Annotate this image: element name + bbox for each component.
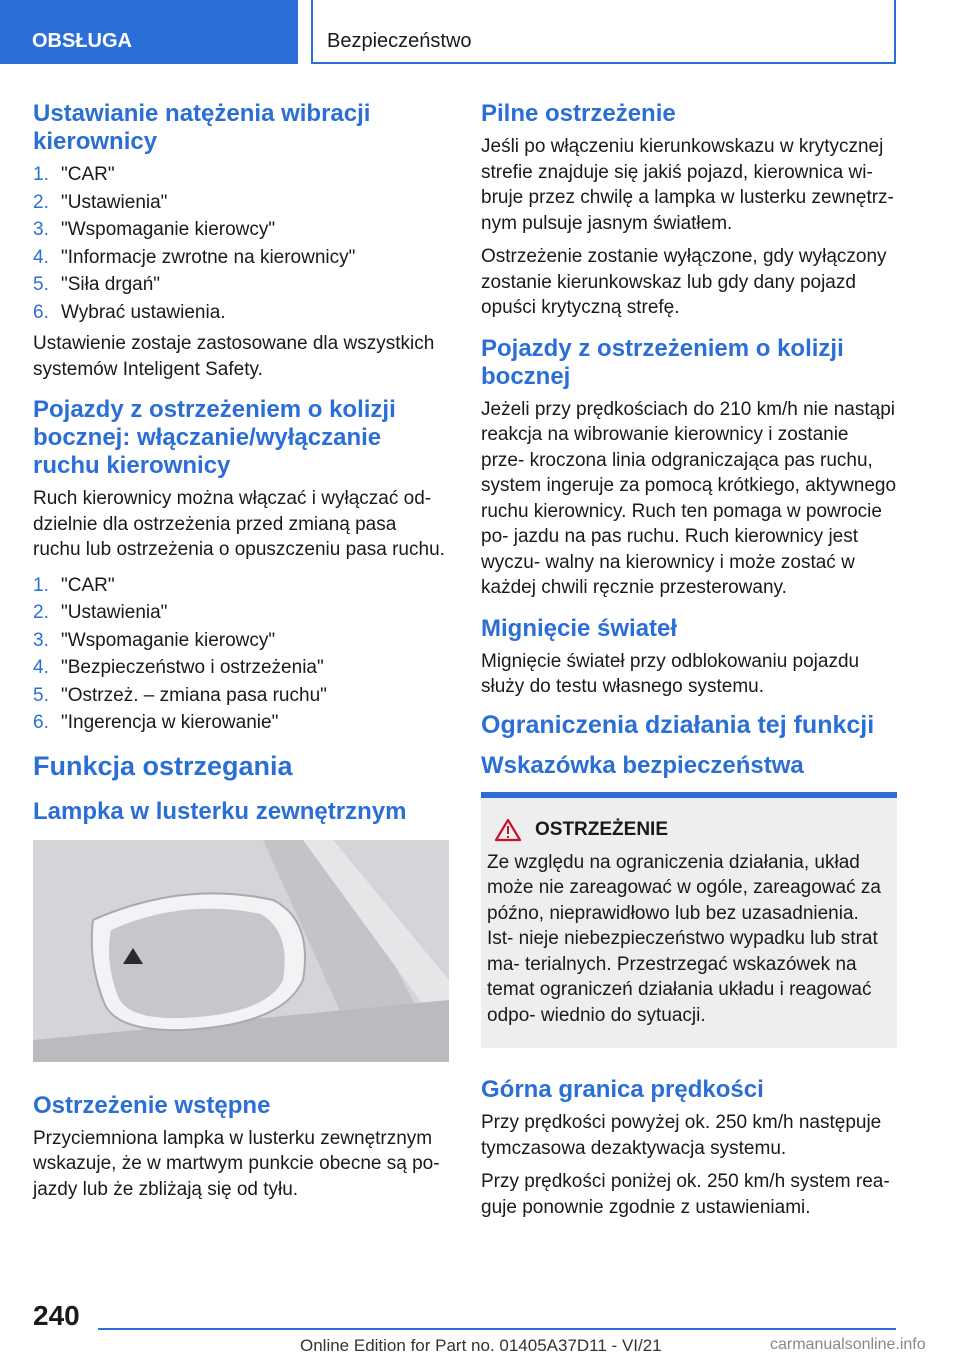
warning-title-text: OSTRZEŻENIE <box>535 818 669 840</box>
speed-limit-text-2: Przy prędkości poniżej ok. 250 km/h system rea- guje ponownie zgodnie z ustawieniami. <box>481 1171 890 1218</box>
urgent-warning-text-1: Jeśli po włączeniu kierunkowskazu w krytycznej strefie znajduje się jakiś pojazd, kierownica wi- bruje przez chwilę a lampka w lusterku zewnętrz- nym pulsuje jasnym światłem. <box>481 136 894 234</box>
list-item: 6. Wybrać ustawienia. <box>33 301 226 323</box>
mirror-illustration <box>33 840 449 1062</box>
list-item: 4. "Bezpieczeństwo i ostrzeżenia" <box>33 657 324 678</box>
list-item: 2. "Ustawienia" <box>33 191 168 213</box>
safety-note-heading: Wskazówka bezpieczeństwa <box>481 751 804 779</box>
list-item: 1. "CAR" <box>33 574 115 596</box>
edition-text: Online Edition for Part no. 01405A37D11 - VI/21 <box>300 1336 662 1355</box>
vibration-note: Ustawienie zostaje zastosowane dla wszystkich systemów Inteligent Safety. <box>33 333 435 380</box>
list-item: 6. "Ingerencja w kierowanie" <box>33 712 279 733</box>
side-collision-text: Jeżeli przy prędkościach do 210 km/h nie nastąpi reakcja na wibrowanie kierownicy i zostanie prze- kroczona linia odgraniczająca pas ruchu, system ingeruje za pomocą krótkiego, aktywnego ruchu kierownicy. Ruch ten pomaga w powrocie po- jazdu na pas ruchu. Ruch kierownicy jest wyczu- walny na kierownicy i może zostać w każdej chwili ręcznie przesterowany. <box>481 398 897 598</box>
topic-label: Bezpieczeństwo <box>327 30 472 52</box>
list-item: 1. "CAR" <box>33 164 115 185</box>
limitations-heading: Ograniczenia działania tej funkcji <box>481 710 875 739</box>
light-flash-heading: Mignięcie świateł <box>481 614 678 642</box>
speed-limit-text-1: Przy prędkości powyżej ok. 250 km/h następuje tymczasowa dezaktywacja systemu. <box>481 1112 882 1159</box>
watermark: carmanualsonline.info <box>770 1336 926 1353</box>
urgent-warning-text-2: Ostrzeżenie zostanie wyłączone, gdy wyłączony zostanie kierunkowskaz lub gdy dany pojazd opuści krytyczną strefę. <box>481 246 887 318</box>
side-collision-heading: Pojazdy z ostrzeżeniem o kolizji bocznej <box>481 334 844 390</box>
steering-toggle-text: Ruch kierownicy można włączać i wyłączać od- dzielnie dla ostrzeżenia przed zmianą pasa ruchu lub ostrzeżenia o opuszczeniu pasa ruchu. <box>33 488 445 560</box>
pre-warning-text: Przyciemniona lampka w lusterku zewnętrznym wskazuje, że w martwym punkcie obecne są po- jazdy lub że zbliżają się od tyłu. <box>33 1127 440 1200</box>
steering-toggle-heading: Pojazdy z ostrzeżeniem o kolizji bocznej: włączanie/wyłączanie ruchu kierownicy <box>33 396 396 479</box>
list-item: 3. "Wspomaganie kierowcy" <box>33 629 276 651</box>
pre-warning-heading: Ostrzeżenie wstępne <box>33 1091 271 1119</box>
page-number: 240 <box>33 1300 80 1331</box>
urgent-warning-heading: Pilne ostrzeżenie <box>481 100 676 127</box>
vibration-steps <box>33 162 449 325</box>
right-column <box>481 100 897 1228</box>
left-column <box>33 100 449 1210</box>
warning-triangle-icon <box>495 818 521 842</box>
light-flash-text: Mignięcie świateł przy odblokowaniu pojazdu służy do testu własnego systemu. <box>481 650 860 697</box>
list-item: 4. "Informacje zwrotne na kierownicy" <box>33 246 356 268</box>
speed-limit-heading: Górna granica prędkości <box>481 1076 764 1103</box>
vibration-heading: Ustawianie natężenia wibracji kierownicy <box>33 100 371 155</box>
section-tab <box>0 0 298 64</box>
list-item: 3. "Wspomaganie kierowcy" <box>33 219 276 240</box>
list-item: 5. "Ostrzeż. – zmiana pasa ruchu" <box>33 684 327 706</box>
section-label: OBSŁUGA <box>32 30 132 52</box>
list-item: 2. "Ustawienia" <box>33 602 168 623</box>
list-item: 5. "Siła drgań" <box>33 274 161 295</box>
footer-divider <box>98 1328 896 1330</box>
mirror-lamp-heading: Lampka w lusterku zewnętrznym <box>33 797 407 825</box>
warning-box <box>481 792 897 1049</box>
topic-tab <box>311 0 896 64</box>
warning-function-heading: Funkcja ostrzegania <box>33 750 293 781</box>
steering-toggle-steps <box>33 573 449 736</box>
side-mirror-illustration <box>33 840 449 1062</box>
warning-text: Ze względu na ograniczenia działania, układ może nie zareagować w ogóle, zareagować za późno, nieprawidłowo lub bez uzasadnienia. Ist- nieje niebezpieczeństwo wypadku lub strat ma- terialnych. Przestrzegać wskazówek na temat ograniczeń działania układu i reagować odpo- wiednio do sytuacji. <box>487 851 881 1026</box>
warning-title <box>485 818 887 842</box>
